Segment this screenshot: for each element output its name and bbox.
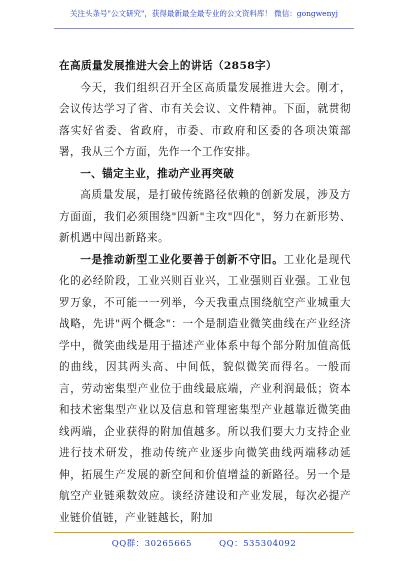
section-heading: 一、锚定主业，推动产业再突破	[80, 167, 235, 180]
document-title: 在高质量发展推进大会上的讲话（2858字）	[59, 60, 277, 72]
point-body: 工业化是现代化的必经阶段，工业兴则百业兴，工业强则百业强。工业包罗万象，不可能一一列举，今天我重点围绕航空产业城重大战略，先讲"两个概念"：一个是制造业微笑曲线在产业经济学中，微笑曲线是用于描述产业体系中每个部分附加值高低的曲线，因其两头高、中间低，貌似微笑而得名。一般而言，劳动密集型产业位于曲线最底端，产业利润最低；资本和技术密集型产业以及信息和管理密集型产业越靠近微笑曲线两端，企业获得的附加值越多。所以我们要大力支持企业进行技术研发，推动传统产业逐步向微笑曲线两端移动延伸，拓展生产发展的新空间和价值增益的新路径。另一个是航空产业链乘数效应。谈经济建设和产业发展，每次必提产业链价值链，产业链越长，附加	[59, 253, 351, 524]
header-divider	[54, 28, 354, 29]
section-paragraph: 高质量发展，是打破传统路径依赖的创新发展，涉及方方面面，我们必须围绕"四新"主攻"四化"，努力在新形势、新机遇中闯出新路来。	[59, 189, 351, 244]
document-body	[59, 56, 351, 529]
footer	[0, 537, 408, 549]
footer-qq-group: QQ群：30265665	[111, 539, 192, 549]
footer-qq: QQ：535304092	[219, 539, 297, 549]
intro-paragraph: 今天，我们组织召开全区高质量发展推进大会。刚才，会议传达学习了省、市有关会议、文件精神。下面，就贯彻落实好省委、省政府，市委、市政府和区委的各项决策部署，我从三个方面，先作一个工作安排。	[59, 81, 351, 158]
footer-divider	[54, 532, 354, 533]
point-lead: 一是推动新型工业化要善于创新不守旧。	[80, 253, 284, 266]
point-paragraph	[59, 250, 351, 530]
header-banner: 关注头条号"公文研究"，获得最新最全最专业的公文资料库！ 微信：gongwenyj	[70, 9, 338, 18]
